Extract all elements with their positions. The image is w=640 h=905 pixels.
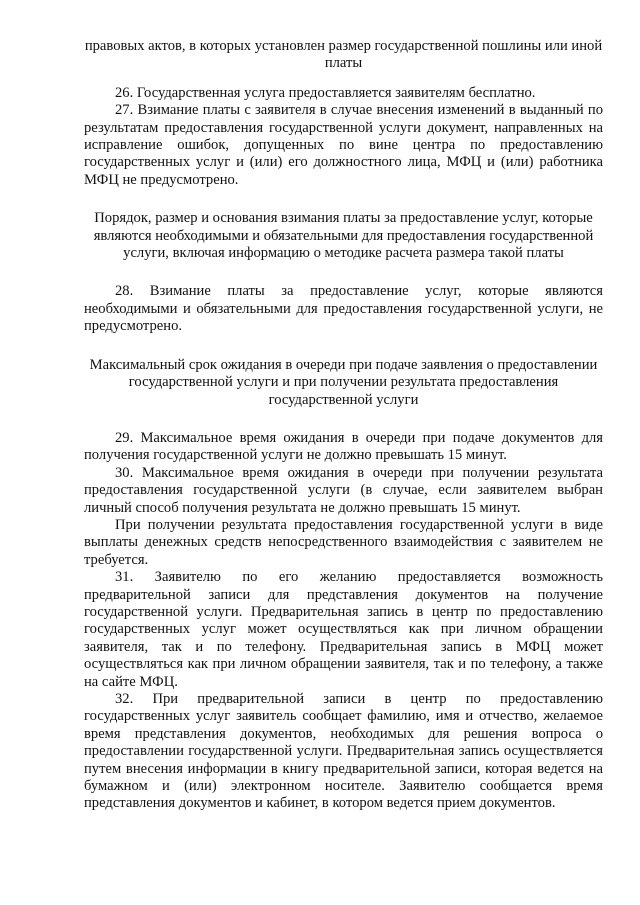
paragraph-30: 30. Максимальное время ожидания в очереди при получении результата предоставления государственной услуги (в случае, если заявителем выбран личный способ получения результата не должно превышать 15 минут.	[84, 464, 603, 516]
paragraph-28: 28. Взимание платы за предоставление услуг, которые являются необходимыми и обязательными для предоставления государственной услуги, не предусмотрено.	[84, 283, 603, 335]
paragraph-26: 26. Государственная услуга предоставляется заявителям бесплатно.	[115, 84, 536, 101]
continued-heading: правовых актов, в которых установлен размер государственной пошлины или иной платы	[84, 38, 603, 72]
section-heading-fees: Порядок, размер и основания взимания платы за предоставление услуг, которые являются необходимыми и обязательными для предоставления государственной услуги, включая информацию о методике расчета размера такой платы	[93, 210, 594, 262]
section-heading-queue-time: Максимальный срок ожидания в очереди при подаче заявления о предоставлении государственной услуги и при получении результата предоставления государственной услуги	[89, 356, 598, 408]
paragraph-32: 32. При предварительной записи в центр по предоставлению государственных услуг заявитель сообщает фамилию, имя и отчество, желаемое время представления документов, необходимых для решения вопроса о предоставлении государственной услуги. Предварительная запись осуществляется путем внесения информации в книгу предварительной записи, которая ведется на бумажном и (или) электронном носителе. Заявителю сообщается время представления документов и кабинет, в котором ведется прием документов.	[84, 691, 603, 812]
paragraph-27: 27. Взимание платы с заявителя в случае внесения изменений в выданный по результатам предоставления государственной услуги документ, направленных на исправление ошибок, допущенных по вине центра по предоставлению государственных услуг и (или) его должностного лица, МФЦ и (или) работника МФЦ не предусмотрено.	[84, 102, 603, 188]
paragraph-31: 31. Заявителю по его желанию предоставляется возможность предварительной записи для представления документов на получение государственной услуги. Предварительная запись в центр по предоставлению государственных услуг может осуществляться как при личном обращении заявителя, так и по телефону. Предварительная запись в МФЦ может осуществляться как при личном обращении заявителя, так и по телефону, а также на сайте МФЦ.	[84, 569, 603, 690]
paragraph-payment-result: При получении результата предоставления государственной услуги в виде выплаты денежных средств непосредственного взаимодействия с заявителем не требуется.	[84, 516, 603, 568]
paragraph-29: 29. Максимальное время ожидания в очереди при подаче документов для получения государственной услуги не должно превышать 15 минут.	[84, 429, 603, 464]
